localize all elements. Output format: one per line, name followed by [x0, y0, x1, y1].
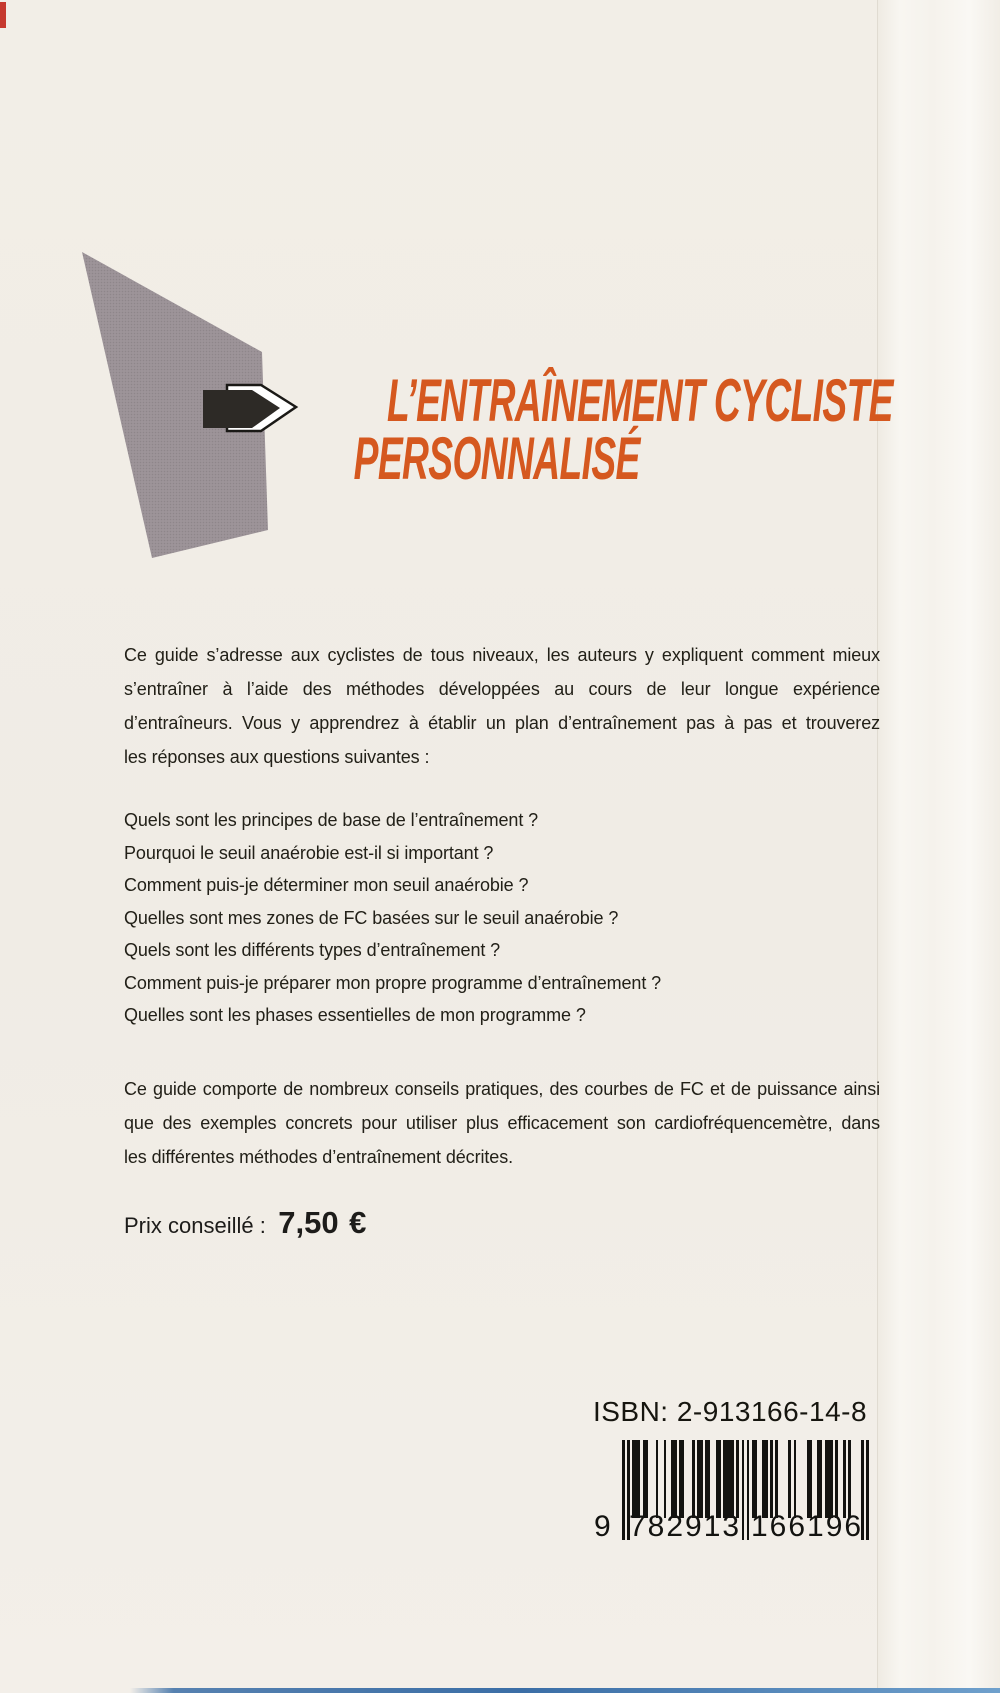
question-line: Comment puis-je déterminer mon seuil anaérobie ?: [124, 875, 529, 895]
paragraph-line: d’entraîneurs. Vous y apprendrez à établir un plan d’entraînement pas à pas et trouverez: [124, 713, 880, 733]
price-row: [124, 1205, 366, 1241]
barcode-group1: 782913: [629, 1510, 742, 1543]
price-value: 7,50: [278, 1205, 339, 1240]
book-title-line1: L’ENTRAÎNEMENT CYCLISTE: [387, 367, 893, 434]
question-line: Pourquoi le seuil anaérobie est-il si important ?: [124, 842, 494, 863]
scan-edge-strip: [877, 0, 1000, 1693]
question-line: Quelles sont mes zones de FC basées sur le seuil anaérobie ?: [124, 907, 619, 928]
red-edge-mark: [0, 2, 6, 28]
book-title: [232, 367, 893, 492]
book-title-line2: PERSONNALISÉ: [353, 425, 641, 492]
question-line: Quels sont les principes de base de l’entraînement ?: [124, 810, 539, 830]
euro-sign: €: [349, 1205, 367, 1240]
barcode-lead-digit: 9: [594, 1510, 611, 1543]
outro-paragraph: [124, 1072, 880, 1174]
paragraph-line: Ce guide comporte de nombreux conseils pratiques, des courbes de FC et de puissance ainsi: [124, 1079, 880, 1099]
paragraph-line: s’entraîner à l’aide des méthodes développées au cours de leur longue expérience: [124, 679, 880, 699]
intro-paragraph: [124, 638, 880, 774]
question-line: Quelles sont les phases essentielles de mon programme ?: [124, 1005, 586, 1025]
paragraph-line: les réponses aux questions suivantes :: [124, 747, 430, 767]
question-line: Comment puis-je préparer mon propre programme d’entraînement ?: [124, 972, 662, 993]
bottom-blue-line: [130, 1688, 1000, 1693]
questions-list: [124, 804, 880, 1032]
paragraph-line: Ce guide s’adresse aux cyclistes de tous niveaux, les auteurs y expliquent comment mieux: [124, 645, 880, 665]
ean13-barcode: [594, 1440, 869, 1546]
question-line: Quels sont les différents types d’entraînement ?: [124, 940, 501, 960]
paragraph-line: que des exemples concrets pour utiliser plus efficacement son cardiofréquencemètre, dans: [124, 1113, 880, 1133]
price-label: Prix conseillé :: [124, 1213, 266, 1238]
paragraph-line: les différentes méthodes d’entraînement décrites.: [124, 1147, 513, 1167]
barcode-group2: 166196: [751, 1510, 864, 1543]
isbn-text: ISBN: 2-913166-14-8: [592, 1396, 868, 1427]
